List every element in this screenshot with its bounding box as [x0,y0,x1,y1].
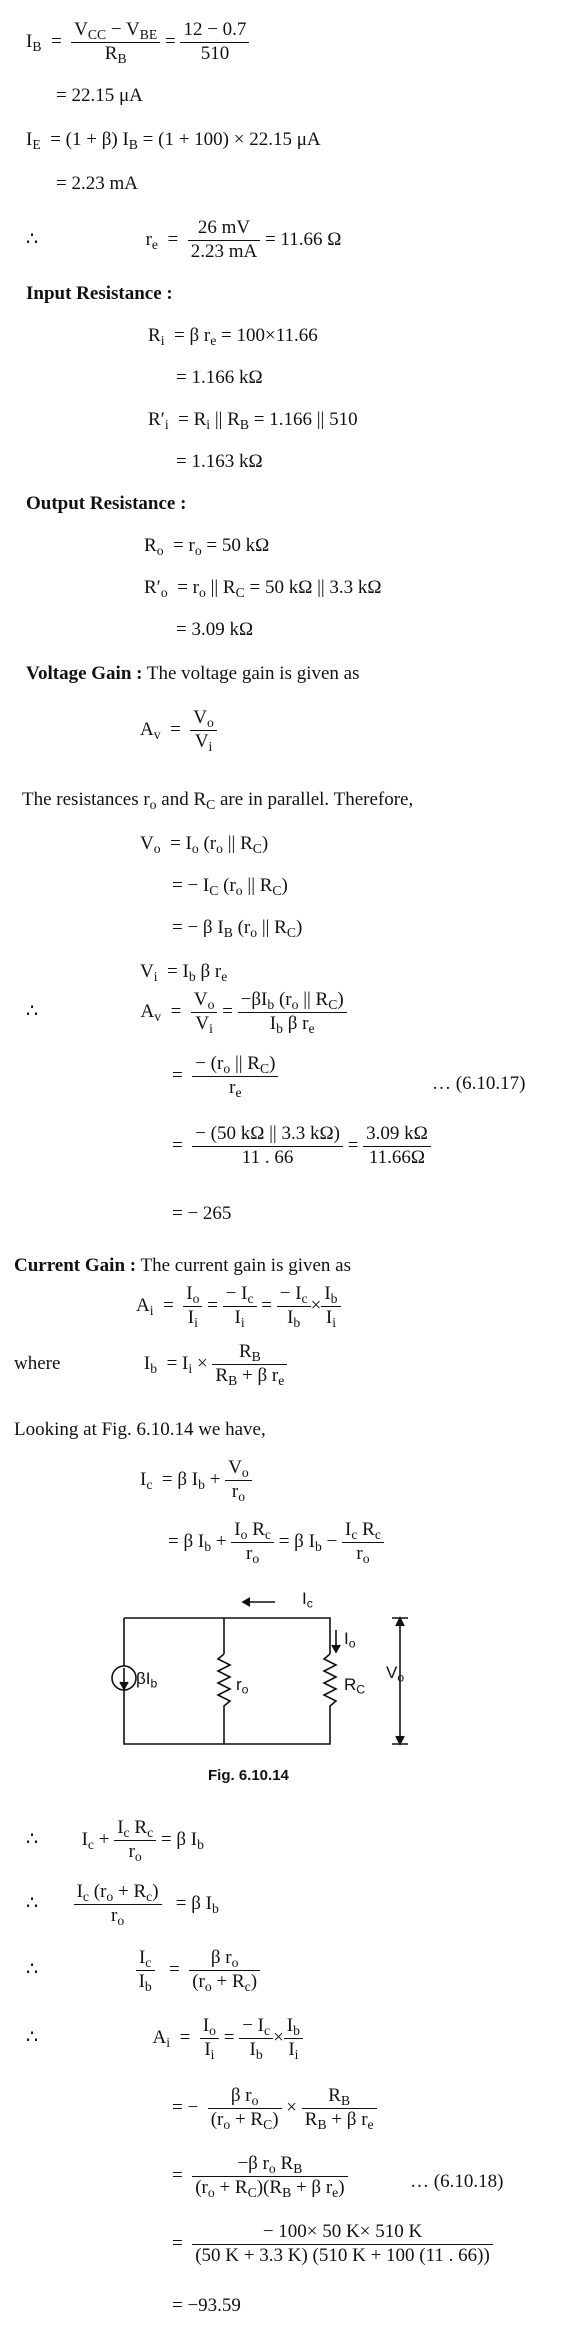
eq-ic-1: $I_c = \beta$ $I_b$ + $\frac{V_o}{r_o}$ [140,1458,252,1503]
eq-ai-5: = $\frac{- 100\times 50 K\times 510 K}{(50 K + 3.3 K) (510 K + 100 (11 . 66))}$ [172,2222,493,2267]
equation-ref-6-10-18: … (6.10.18) [410,2171,504,2192]
ic-label: $I_c$ [302,1589,313,1611]
figure-caption: Fig. 6.10.14 [208,1767,289,1784]
ai-value: = −93.59 [172,2295,241,2316]
eq-ai-4: = $\frac{-\beta r_o R_B}{(r_o + R_C)(R_B + \beta r_e)}$ [172,2154,348,2199]
eq-ai-def: $A_i$ = $\frac{I_o}{I_i}$ = $\frac{- I_c}{I_i}$ = $\frac{- I_c}{I_b}$ × $\frac{I_b}{I_i}$ [136,1284,341,1329]
ro-label: $r_o$ [236,1675,249,1697]
eq-vo-1: $V_o = I_o$ ($r_o$ || $R_C$) [140,833,269,857]
eq-re: ∴ $r_e$ = $\frac{26 mV}{2.23 mA}$ = 11.66 Ω [26,217,342,262]
where-line: where $I_b = I_i$ × $\frac{R_B}{R_B + \beta r_e}$ [14,1342,287,1387]
eq-av-def: $A_v$ = $\frac{V_o}{V_i}$ [140,708,217,753]
rc-label: $R_C$ [344,1675,366,1697]
eq-av: ∴ $A_v$ = $\frac{V_o}{V_i}$ = $-\beta I_b$ ($r_o$ || $R_C$) $I_b$ β $r_e$ [26,990,347,1035]
eq-ro: $R_o = r_o = 50$ kΩ [144,535,270,559]
current-gain-intro: Current Gain : The current gain is given as [14,1255,352,1276]
equation-ref-6-10-17: … (6.10.17) [432,1073,526,1094]
vo-label: $V_o$ [386,1663,405,1685]
voltage-gain-intro: Voltage Gain : The voltage gain is given as [26,663,360,684]
eq-ro-prime: $R'_o = r_o$ || $R_C = 50$ kΩ || 3.3 kΩ [144,577,382,601]
rc-resistor [324,1654,336,1720]
eq-av-3: = $\frac{- (r_o || R_C)}{r_e}$ [172,1054,278,1099]
ib-value: = 22.15 μA [56,85,143,106]
input-resistance-heading: Input Resistance : [26,283,173,304]
ri-prime-value: = 1.163 kΩ [176,451,263,472]
ie-value: = 2.23 mA [56,173,138,194]
eq-ib: $I_B$ = $V_{CC} - V_{BE}$ $R_B$ = $\frac{12 - 0.7}{510}$ [26,20,249,65]
ro-prime-value: = 3.09 kΩ [176,619,254,640]
eq-ie: $I_E = (1 + \beta) I_B = (1 + 100) \times 22.15$ μA [26,129,321,153]
eq-ic-2: = β $I_b$ + $\frac{I_o R_c}{r_o}$ = β $I_b$ − $\frac{I_c R_c}{r_o}$ [168,1520,384,1565]
parallel-text: The resistances $r_o$ and $R_C$ are in parallel. Therefore, [22,789,414,813]
therefore-symbol: ∴ [26,228,39,250]
eq-step-2: ∴ $\frac{I_c (r_o + R_c)}{r_o}$ = β $I_b$ [26,1881,219,1928]
io-label: $I_o$ [344,1629,356,1651]
eq-ai: ∴ $A_i$ = $\frac{I_o}{I_i}$ = $\frac{- I_c}{I_b}$ × $\frac{I_b}{I_i}$ [26,2016,303,2061]
output-resistance-heading: Output Resistance : [26,493,187,514]
source-label: $\beta I_b$ [136,1669,158,1691]
eq-ri-prime: $R'_i = R_i$ || $R_B = 1.166$ || 510 [148,409,358,433]
eq-vo-2: = − $I_C$ ($r_o$ || $R_C$) [172,875,288,899]
eq-ri: $R_i = \beta$ $r_e = 100\times 11.66$ [148,325,318,349]
eq-vi: $V_i = I_b$ β $r_e$ [140,961,228,985]
eq-av-4: = $\frac{- (50 k\Omega || 3.3 k\Omega)}{11 . 66}$ = $\frac{3.09 k\Omega}{11.66\Omega}$ [172,1124,431,1169]
eq-vo-3: = − β $I_B$ ($r_o$ || $R_C$) [172,917,303,941]
av-value: = − 265 [172,1203,232,1224]
looking-text: Looking at Fig. 6.10.14 we have, [14,1419,266,1440]
eq-ai-3: = − $\frac{\beta r_o}{(r_o + R_C)}$ × $\frac{R_B}{R_B + \beta r_e}$ [172,2086,377,2131]
eq-step-1: ∴ $I_c$ + $\frac{I_c R_c}{r_o}$ = β $I_b$ [26,1817,204,1864]
eq-step-3: ∴ $\frac{I_c}{I_b}$ = $\frac{\beta r_o}{(r_o + R_c)}$ [26,1948,260,1993]
ri-value: = 1.166 kΩ [176,367,263,388]
ro-resistor [218,1654,230,1720]
